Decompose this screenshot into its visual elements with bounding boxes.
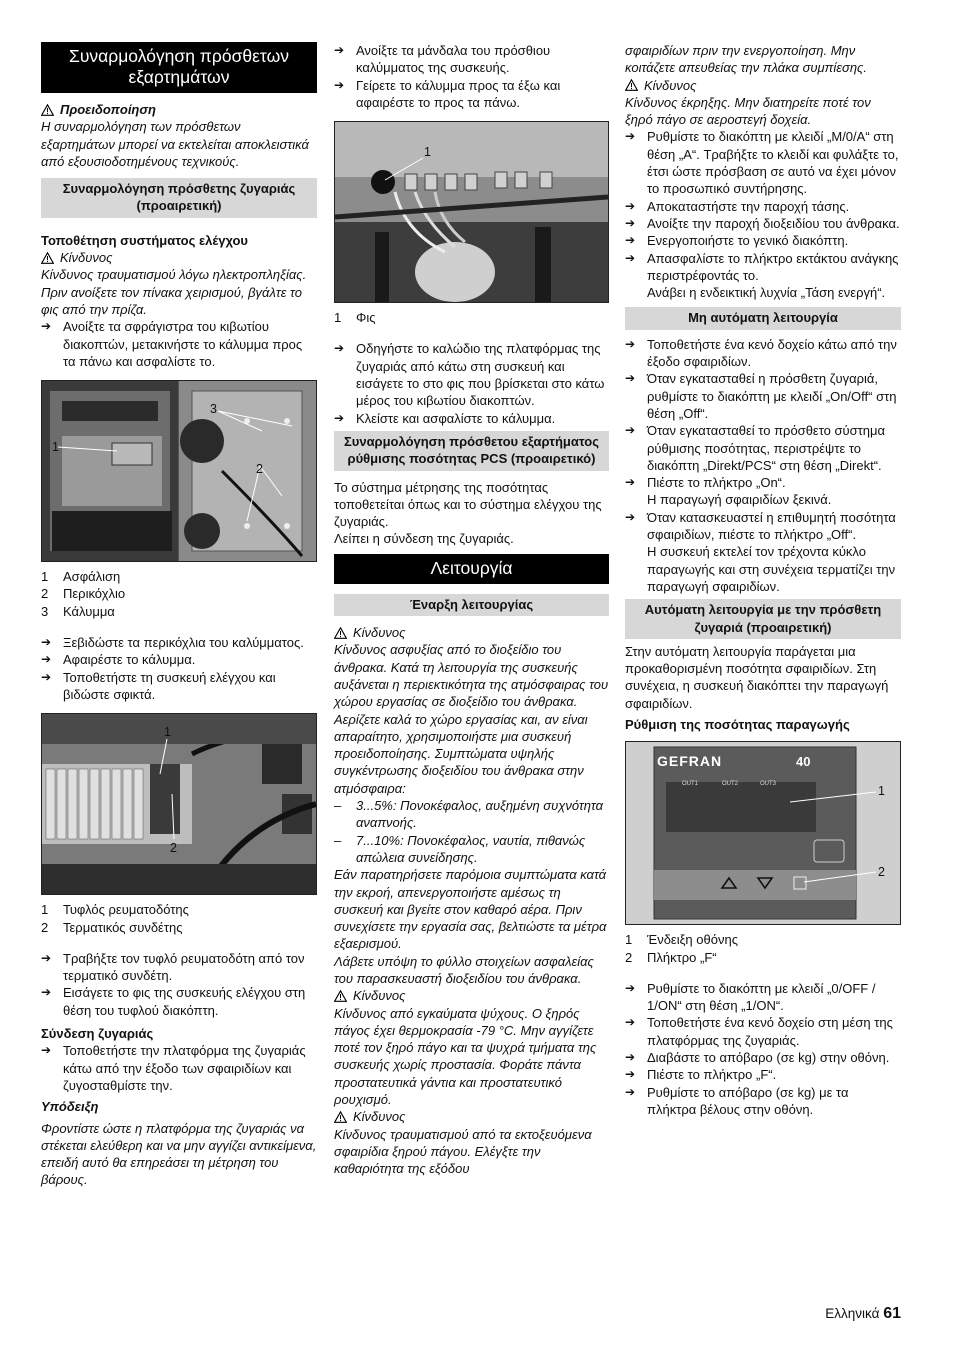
- controller-model: 40: [796, 754, 811, 770]
- step-item: ➔ Όταν κατασκευαστεί η επιθυμητή ποσότητα σφαιριδίων, πιέστε το πλήκτρο „Off“.: [625, 509, 896, 543]
- pcs-text: Λείπει η σύνδεση της ζυγαριάς.: [334, 531, 514, 547]
- danger-heading: [625, 77, 901, 94]
- arrow-right-icon: ➔: [625, 215, 636, 230]
- arrow-right-icon: ➔: [41, 669, 52, 684]
- danger-heading: [334, 1108, 609, 1125]
- danger-text: Λάβετε υπόψη το φύλλο στοιχείων ασφαλείας του παρασκευαστή διοξειδίου του άνθρακα.: [334, 953, 594, 986]
- legend-item: 2 Πλήκτρο „F“: [625, 949, 717, 965]
- arrow-right-icon: ➔: [41, 635, 52, 650]
- warning-triangle-icon: [625, 79, 638, 91]
- arrow-right-icon: ➔: [334, 410, 345, 425]
- step-item: ➔ Εισάγετε το φις της συσκευής ελέγχου στη θέση του τυφλού διακόπτη.: [41, 985, 306, 1018]
- danger-label: Κίνδυνος: [644, 77, 697, 93]
- page-footer: [825, 1305, 901, 1322]
- arrow-right-icon: ➔: [625, 475, 636, 490]
- warning-label: Προειδοποίηση: [60, 102, 156, 117]
- controller-out3: OUT3: [760, 781, 777, 788]
- photo-switch-box-image: [42, 381, 316, 561]
- note-text: Φροντίστε ώστε η πλατφόρμα της ζυγαριάς να στέκεται ελεύθερη και να μην αγγίζει αντικείμενα, επειδή αυτό θα επηρεάσει τη μέτρηση του βάρους.: [41, 1120, 317, 1188]
- column-3: [625, 42, 901, 1118]
- arrow-right-icon: ➔: [625, 1067, 636, 1082]
- note-label: Υπόδειξη: [41, 1099, 99, 1115]
- legend-item: 2 Τερματικός συνδέτης: [41, 919, 183, 935]
- legend-item: 1 Τυφλός ρευματοδότης: [41, 902, 189, 918]
- danger-text: Κίνδυνος έκρηξης. Μην διατηρείτε ποτέ τον ξηρό πάγο σε αεροστεγή δοχεία.: [625, 94, 871, 128]
- arrow-right-icon: ➔: [625, 129, 636, 144]
- controller-out1: OUT1: [682, 781, 699, 788]
- section-title: Λειτουργία: [334, 554, 609, 584]
- legend-item: 1 Ένδειξη οθόνης: [625, 932, 738, 948]
- step-item: ➔ Τοποθετήστε ένα κενό δοχείο κάτω από την έξοδο σφαιριδίων.: [625, 336, 897, 370]
- step-item: ➔ Πιέστε το πλήκτρο „F“.: [625, 1067, 777, 1083]
- danger-heading: [334, 624, 609, 641]
- arrow-right-icon: ➔: [625, 423, 636, 438]
- arrow-right-icon: ➔: [625, 980, 636, 995]
- step-result: Ανάβει η ενδεικτική λυχνία „Τάση ενεργή“.: [647, 285, 886, 301]
- arrow-right-icon: ➔: [41, 985, 52, 1000]
- step-item: ➔ Ενεργοποιήστε το γενικό διακόπτη.: [625, 233, 849, 249]
- arrow-right-icon: ➔: [334, 77, 345, 92]
- danger-heading: [41, 249, 317, 266]
- step-item: ➔ Τοποθετήστε ένα κενό δοχείο στη μέση της πλατφόρμας της ζυγαριάς.: [625, 1015, 893, 1048]
- legend-item: 1 Φις: [334, 310, 376, 326]
- step-item: ➔ Ρυθμίστε το διακόπτη με κλειδί „0/OFF / 1/ON“ στη θέση „1/ON“.: [625, 980, 876, 1014]
- step-item: ➔ Κλείστε και ασφαλίστε το κάλυμμα.: [334, 410, 556, 426]
- step-item: ➔ Όταν εγκατασταθεί το πρόσθετο σύστημα ρύθμισης ποσότητας, περιστρέψτε το διακόπτη „Direkt/PCS“ στη θέση „Direkt“.: [625, 423, 886, 473]
- legend-item: 3 Κάλυμμα: [41, 603, 115, 619]
- step-item: ➔ Ρυθμίστε το απόβαρο (σε kg) με τα πλήκτρα βέλους στην οθόνη.: [625, 1084, 849, 1117]
- photo-terminal-image: [42, 714, 316, 894]
- photo-callout: 3: [210, 402, 217, 417]
- arrow-right-icon: ➔: [625, 233, 636, 248]
- danger-heading: [334, 987, 609, 1004]
- step-item: ➔ Διαβάστε το απόβαρο (σε kg) στην οθόνη.: [625, 1050, 890, 1066]
- heading-scale: Σύνδεση ζυγαριάς: [41, 1026, 154, 1042]
- photo-terminal: [41, 713, 317, 895]
- arrow-right-icon: ➔: [625, 198, 636, 213]
- heading-control: Τοποθέτηση συστήματος ελέγχου: [41, 232, 248, 248]
- photo-callout: 1: [52, 440, 59, 455]
- legend-item: 1 Ασφάλιση: [41, 569, 121, 585]
- arrow-right-icon: ➔: [334, 341, 345, 356]
- arrow-right-icon: ➔: [625, 250, 636, 265]
- controller-brand: GEFRAN: [657, 753, 723, 770]
- danger-text: Κίνδυνος τραυματισμού λόγω ηλεκτροπληξίας. Πριν ανοίξετε τον πίνακα χειρισμού, βγάλτε το φις από την πρίζα.: [41, 267, 307, 317]
- photo-callout: 1: [878, 784, 885, 799]
- warning-triangle-icon: [334, 990, 347, 1002]
- subsection-title: Αυτόματη λειτουργία με την πρόσθετη ζυγαριά (προαιρετική): [625, 599, 901, 639]
- step-result: Η συσκευή εκτελεί τον τρέχοντα κύκλο παραγωγής και στη συνέχεια τερματίζει την παραγωγή σφαιριδίων.: [647, 544, 896, 594]
- arrow-right-icon: ➔: [625, 371, 636, 386]
- column-1: [41, 42, 317, 1189]
- legend-list: [41, 901, 317, 936]
- photo-plug: [334, 121, 609, 303]
- danger-text: Κίνδυνος από εγκαύματα ψύχους. Ο ξηρός πάγος έχει θερμοκρασία -79 °C. Μην αγγίζετε ποτέ τον ξηρό πάγο και τα ψυχρά τμήματα της συσκευής χωρίς προστασία. Φοράτε πάντα προστατευτικά γάντια και προστατευτικό ρουχισμό.: [334, 1005, 597, 1108]
- danger-label: Κίνδυνος: [353, 988, 406, 1004]
- footer-language: Ελληνικά: [825, 1306, 880, 1321]
- legend-list: [625, 931, 901, 966]
- warning-triangle-icon: [41, 104, 54, 116]
- photo-callout: 2: [878, 865, 885, 880]
- warning-text: Η συναρμολόγηση των πρόσθετων εξαρτημάτων μπορεί να εκτελείται αποκλειστικά από εξουσιοδοτημένους τεχνικούς.: [41, 119, 309, 169]
- arrow-right-icon: ➔: [625, 336, 636, 351]
- danger-text: Κίνδυνος ασφυξίας από το διοξείδιο του άνθρακα. Κατά τη λειτουργία της συσκευής αυξάνεται η περιεκτικότητα της ατμόσφαιρας του χώρου εργασίας σε διοξείδιο του άνθρακα. Αερίζετε καλά το χώρο εργασίας και, αν είναι απαραίτητο, χρησιμοποιήστε μια συσκευή προειδοποίησης. Συμπτώματα υψηλής συγκέντρωσης διοξειδίου του άνθρακα στην ατμόσφαιρα:: [334, 642, 609, 796]
- legend-list: [41, 568, 317, 620]
- danger-text: σφαιριδίων πριν την ενεργοποίηση. Μην κοιτάζετε απευθείας την πλάκα συμπίεσης.: [625, 43, 867, 76]
- subsection-title: Έναρξη λειτουργίας: [334, 594, 609, 616]
- step-item: ➔ Αφαιρέστε το κάλυμμα.: [41, 652, 196, 668]
- photo-callout: 1: [164, 725, 171, 740]
- controller-out2: OUT2: [722, 781, 739, 788]
- photo-switch-box: [41, 380, 317, 562]
- heading-qty: Ρύθμιση της ποσότητας παραγωγής: [625, 716, 850, 732]
- step-item: ➔ Γείρετε το κάλυμμα προς τα έξω και αφαιρέστε το προς τα πάνω.: [334, 77, 561, 110]
- danger-text: Εάν παρατηρήσετε παρόμοια συμπτώματα κατά την εκροή, απενεργοποιήστε αμέσως τη συσκευή και βγείτε στον καθαρό αέρα. Πριν συνεχίσετε την εργασία σας, βελτιώστε τα μέτρα εξαερισμού.: [334, 867, 607, 952]
- photo-callout: 2: [170, 841, 177, 856]
- step-item: ➔ Ανοίξτε τα σφράγιστρα του κιβωτίου διακοπτών, μετακινήστε το κάλυμμα προς τα πάνω και ασφαλίστε το.: [41, 319, 303, 369]
- arrow-right-icon: ➔: [41, 1043, 52, 1058]
- warning-heading: [41, 101, 317, 118]
- danger-text: Κίνδυνος τραυματισμού από τα εκτοξευόμενα σφαιρίδια ξηρού πάγου. Ελέγξτε την καθαριότητα της εξόδου: [334, 1126, 592, 1177]
- arrow-right-icon: ➔: [625, 509, 636, 524]
- dash-item: – 7...10%: Πονοκέφαλος, ναυτία, πιθανώς απώλεια συνείδησης.: [334, 832, 586, 865]
- photo-callout: 2: [256, 462, 263, 477]
- step-item: ➔ Ξεβιδώστε τα περικόχλια του καλύμματος.: [41, 635, 304, 651]
- arrow-right-icon: ➔: [41, 652, 52, 667]
- photo-plug-image: [335, 122, 608, 302]
- step-item: ➔ Ανοίξτε τα μάνδαλα του πρόσθιου καλύμματος της συσκευής.: [334, 43, 551, 76]
- page-number: 61: [883, 1305, 901, 1322]
- photo-callout: 1: [424, 145, 431, 160]
- subsection-title: Μη αυτόματη λειτουργία: [625, 307, 901, 329]
- step-item: ➔ Όταν εγκατασταθεί η πρόσθετη ζυγαριά, ρυθμίστε το διακόπτη με κλειδί „On/Off“ στη θέση „Off“.: [625, 371, 897, 421]
- arrow-right-icon: ➔: [41, 950, 52, 965]
- step-item: ➔ Τοποθετήστε την πλατφόρμα της ζυγαριάς κάτω από την έξοδο των σφαιριδίων και ζυγοσταθμίστε την.: [41, 1043, 306, 1093]
- legend-item: 2 Περικόχλιο: [41, 586, 126, 602]
- step-item: ➔ Πιέστε το πλήκτρο „On“.: [625, 475, 786, 491]
- danger-label: Κίνδυνος: [60, 250, 113, 266]
- arrow-right-icon: ➔: [625, 1084, 636, 1099]
- step-item: ➔ Ανοίξτε την παροχή διοξειδίου του άνθρακα.: [625, 215, 900, 231]
- step-item: ➔ Ρυθμίστε το διακόπτη με κλειδί „M/0/A“ στη θέση „A“. Τραβήξτε το κλειδί και φυλάξτε το, έτσι ώστε πρόσβαση σε αυτό να έχει μόνον το προσωπικό συντήρησης.: [625, 129, 899, 197]
- step-item: ➔ Τοποθετήστε τη συσκευή ελέγχου και βιδώστε σφικτά.: [41, 669, 276, 702]
- subsection-title: Συναρμολόγηση πρόσθετης ζυγαριάς (προαιρετική): [41, 178, 317, 218]
- arrow-right-icon: ➔: [41, 319, 52, 334]
- section-title: Συναρμολόγηση πρόσθετων εξαρτημάτων: [41, 42, 317, 93]
- warning-triangle-icon: [41, 252, 54, 264]
- arrow-right-icon: ➔: [625, 1050, 636, 1065]
- auto-text: Στην αυτόματη λειτουργία παράγεται μια προκαθορισμένη ποσότητα σφαιριδίων. Στη συνέχεια, η συσκευή διακόπτει την παραγωγή σφαιριδίων.: [625, 643, 889, 711]
- dash-item: – 3...5%: Πονοκέφαλος, αυξημένη συχνότητα αναπνοής.: [334, 798, 604, 831]
- arrow-right-icon: ➔: [334, 43, 345, 57]
- subsection-title: Συναρμολόγηση πρόσθετου εξαρτήματος ρύθμισης ποσότητας PCS (προαιρετικό): [334, 431, 609, 471]
- warning-triangle-icon: [334, 1111, 347, 1123]
- step-item: ➔ Αποκαταστήστε την παροχή τάσης.: [625, 198, 850, 214]
- step-item: ➔ Απασφαλίστε το πλήκτρο εκτάκτου ανάγκης περιστρέφοντάς το.: [625, 250, 899, 283]
- danger-label: Κίνδυνος: [353, 625, 406, 641]
- column-2: [334, 42, 609, 1178]
- danger-label: Κίνδυνος: [353, 1109, 406, 1125]
- step-result: Η παραγωγή σφαιριδίων ξεκινά.: [647, 492, 832, 508]
- step-item: ➔ Τραβήξτε τον τυφλό ρευματοδότη από τον τερματικό συνδέτη.: [41, 950, 305, 984]
- photo-controller: [625, 741, 901, 925]
- pcs-text: Το σύστημα μέτρησης της ποσότητας τοποθετείται όπως και το σύστημα ελέγχου της ζυγαριάς.: [334, 479, 602, 530]
- step-item: ➔ Οδηγήστε το καλώδιο της πλατφόρμας της ζυγαριάς από κάτω στη συσκευή και εισάγετε το στο φις που βρίσκεται στο κάτω μέρος του κιβωτίου διακοπτών.: [334, 341, 605, 409]
- arrow-right-icon: ➔: [625, 1015, 636, 1030]
- warning-triangle-icon: [334, 627, 347, 639]
